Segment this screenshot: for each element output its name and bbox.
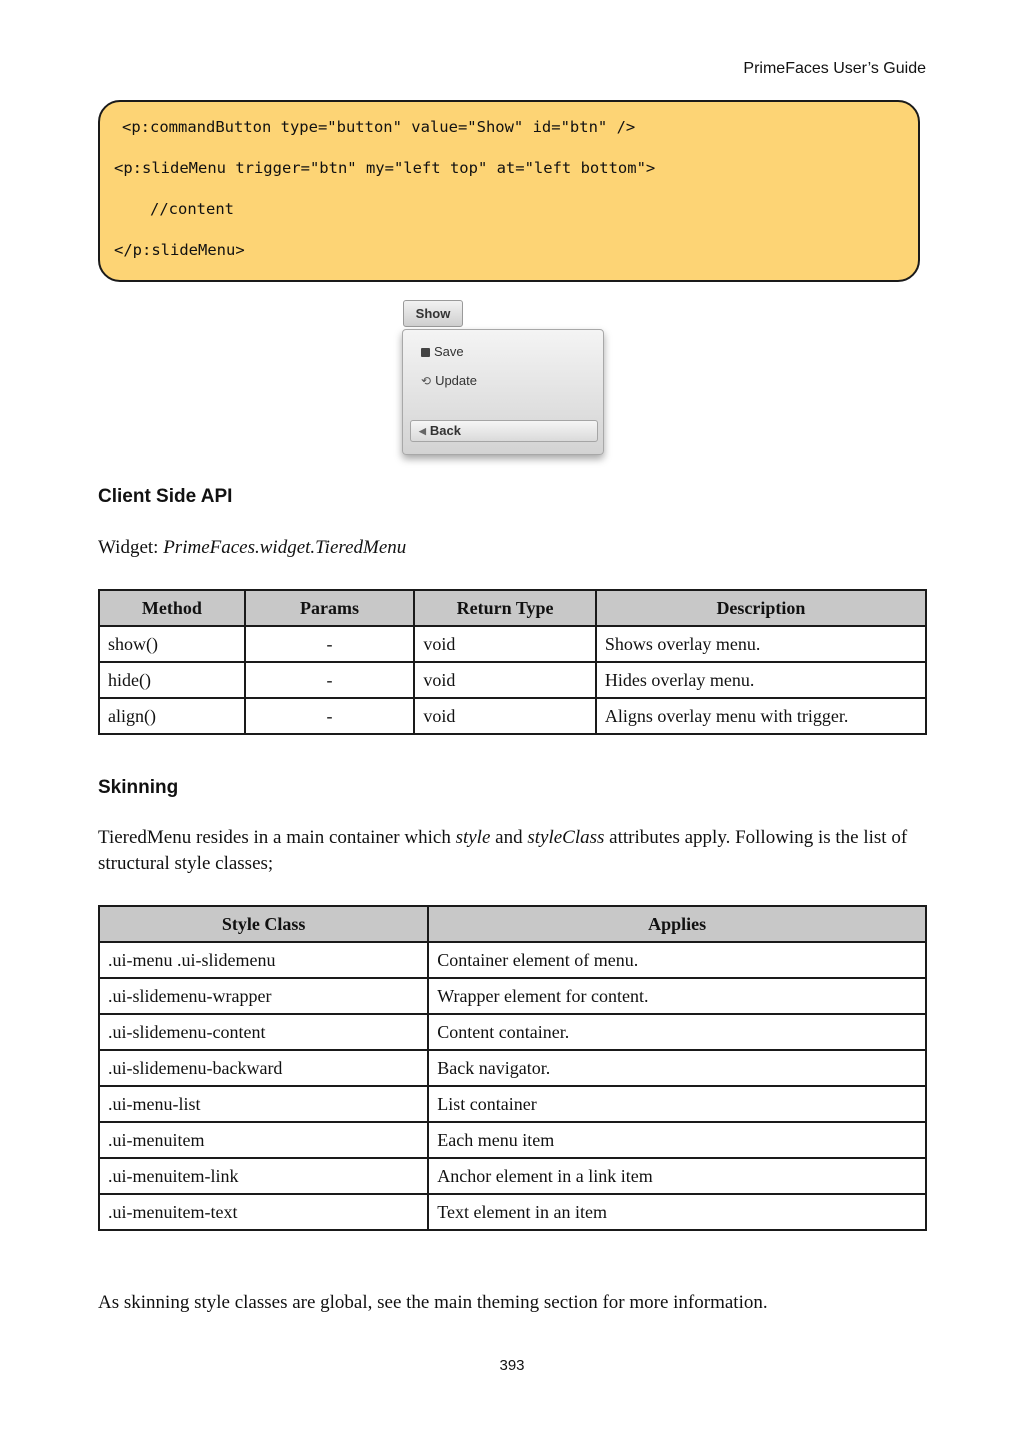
code-line: <p:commandButton type="button" value="Show" id="btn" /> [122, 118, 636, 136]
table-cell: .ui-menu .ui-slidemenu [99, 942, 428, 978]
slidemenu-screenshot [398, 297, 610, 463]
table-cell: Text element in an item [428, 1194, 926, 1230]
table-cell: .ui-menu-list [99, 1086, 428, 1122]
code-line: </p:slideMenu> [114, 241, 245, 259]
table-cell: - [245, 662, 415, 698]
update-icon: ⟲ [421, 374, 432, 388]
table-cell: Hides overlay menu. [596, 662, 926, 698]
table-row [99, 1050, 926, 1086]
table-cell: align() [99, 698, 245, 734]
table-row [99, 1158, 926, 1194]
skinning-paragraph [98, 825, 928, 877]
client-api-table [98, 589, 927, 735]
back-button [410, 420, 598, 442]
table-row [99, 1122, 926, 1158]
table-cell: void [414, 626, 596, 662]
widget-line [98, 535, 928, 561]
column-header: Return Type [414, 590, 596, 626]
table-header-row [99, 906, 926, 942]
menu-item-save [421, 344, 464, 360]
slide-menu [402, 329, 604, 455]
page-number: 393 [499, 1357, 525, 1374]
table-row [99, 1014, 926, 1050]
save-icon [421, 348, 430, 357]
widget-prefix: Widget: [98, 537, 164, 558]
skinning-heading: Skinning [98, 777, 179, 798]
code-block [98, 100, 920, 282]
column-header: Params [245, 590, 415, 626]
table-row [99, 698, 926, 734]
table-cell: hide() [99, 662, 245, 698]
table-cell: Shows overlay menu. [596, 626, 926, 662]
table-cell: .ui-slidemenu-wrapper [99, 978, 428, 1014]
table-cell: Aligns overlay menu with trigger. [596, 698, 926, 734]
menu-item-update [421, 373, 477, 389]
text-span: styleClass [527, 827, 605, 848]
table-cell: .ui-menuitem-text [99, 1194, 428, 1230]
table-row [99, 978, 926, 1014]
widget-name: PrimeFaces.widget.TieredMenu [163, 537, 407, 558]
text-span: and [490, 827, 528, 848]
back-arrow-icon: ◀ [419, 426, 426, 436]
table-cell: Each menu item [428, 1122, 926, 1158]
table-cell: - [245, 626, 415, 662]
table-cell: void [414, 698, 596, 734]
table-cell: Content container. [428, 1014, 926, 1050]
table-cell: .ui-slidemenu-backward [99, 1050, 428, 1086]
table-row [99, 1194, 926, 1230]
code-line: //content [150, 200, 234, 218]
table-cell: Back navigator. [428, 1050, 926, 1086]
table-cell: List container [428, 1086, 926, 1122]
table-cell: - [245, 698, 415, 734]
column-header: Method [99, 590, 245, 626]
menu-item-label: Save [434, 344, 464, 359]
table-cell: Anchor element in a link item [428, 1158, 926, 1194]
menu-item-label: Update [435, 373, 477, 388]
table-cell: Container element of menu. [428, 942, 926, 978]
page-header: PrimeFaces User’s Guide [743, 60, 926, 77]
table-cell: .ui-menuitem-link [99, 1158, 428, 1194]
column-header: Style Class [99, 906, 428, 942]
column-header: Description [596, 590, 926, 626]
code-line: <p:slideMenu trigger="btn" my="left top" at="left bottom"> [114, 159, 656, 177]
table-row [99, 942, 926, 978]
table-header-row [99, 590, 926, 626]
style-class-table [98, 905, 927, 1231]
table-row [99, 626, 926, 662]
text-span: TieredMenu resides in a main container which [98, 827, 456, 848]
closing-paragraph: As skinning style classes are global, see the main theming section for more information. [98, 1292, 768, 1313]
table-cell: Wrapper element for content. [428, 978, 926, 1014]
show-button: Show [403, 300, 463, 327]
text-span: style [455, 827, 491, 848]
table-cell: .ui-menuitem [99, 1122, 428, 1158]
table-row [99, 1086, 926, 1122]
table-cell: .ui-slidemenu-content [99, 1014, 428, 1050]
column-header: Applies [428, 906, 926, 942]
table-cell: void [414, 662, 596, 698]
back-label: Back [429, 423, 461, 438]
table-cell: show() [99, 626, 245, 662]
client-api-heading: Client Side API [98, 486, 233, 507]
table-row [99, 662, 926, 698]
text-span: attributes apply. Following is the list of structural style classes; [98, 827, 908, 874]
